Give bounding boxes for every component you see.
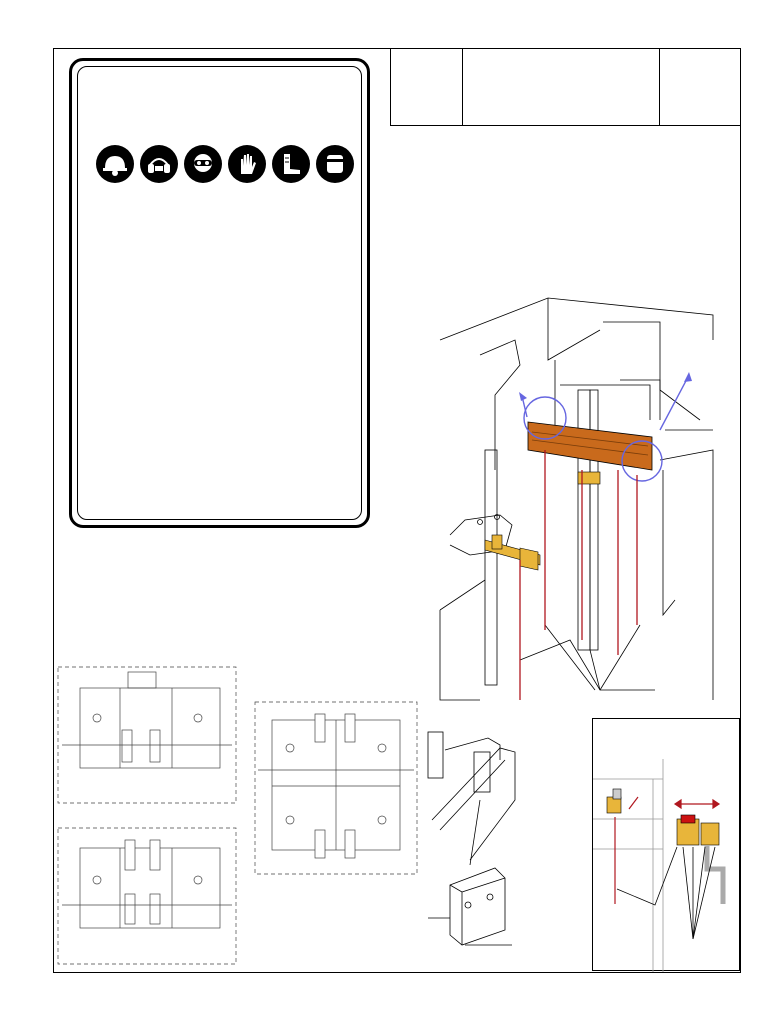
- plan-view-top-left: [58, 667, 236, 803]
- exploded-rail-detail: [428, 732, 515, 945]
- detail-pointer-lines: [617, 847, 715, 939]
- detail-inset-drawing: [593, 719, 741, 972]
- main-assembly-view: [440, 298, 713, 700]
- detail-dimension-arrow: [615, 797, 719, 904]
- plan-view-center: [255, 702, 417, 874]
- callout-lines: [520, 450, 637, 700]
- brass-clamp: [485, 472, 600, 570]
- brass-fitting-left: [607, 789, 621, 813]
- plan-view-bottom-left: [58, 828, 236, 964]
- detail-inset: [592, 718, 740, 971]
- brass-fitting-right: [677, 815, 723, 904]
